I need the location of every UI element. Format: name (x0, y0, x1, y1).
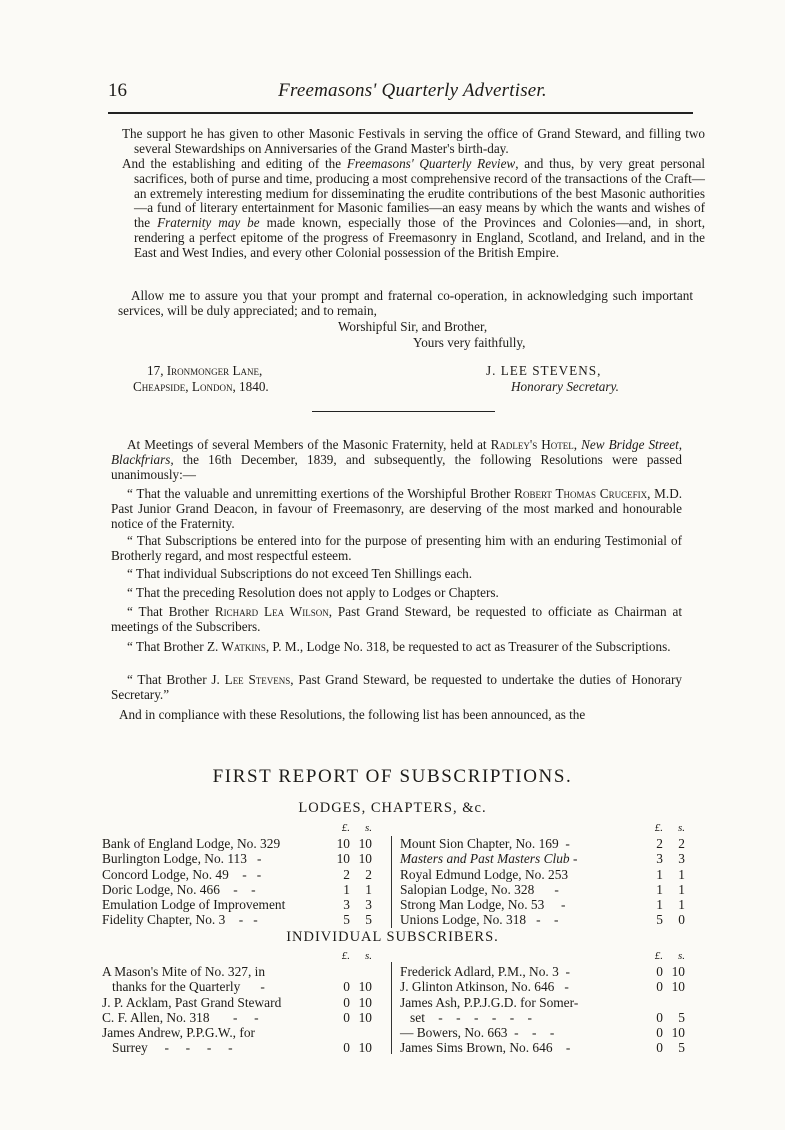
table-row: Burlington Lodge, No. 113 - 10 10 (102, 851, 372, 867)
letter-address-line1: 17, Ironmonger Lane, (147, 363, 263, 378)
table-row: thanks for the Quarterly - 0 10 (102, 979, 372, 995)
meeting-intro: At Meetings of several Members of the Masonic Fraternity, held at Radley's Hotel, New Bridge Street, Blackfriars, the 16th December, 1839, and subsequently, the following Resolutions were passed unanimously:— (111, 437, 683, 482)
table-row: Fidelity Chapter, No. 3 - - 5 5 (102, 912, 372, 928)
table-row: C. F. Allen, No. 318 - - 0 10 (102, 1009, 372, 1025)
letter-signer: J. LEE STEVENS, (486, 363, 602, 378)
lodges-heading: LODGES, CHAPTERS, &c. (298, 800, 487, 816)
table-row: Concord Lodge, No. 49 - - 2 2 (102, 866, 372, 882)
resolution-4: “ That the preceding Resolution does not apply to Lodges or Chapters. (127, 585, 499, 600)
table-row: Frederick Adlard, P.M., No. 3 - 0 10 (400, 964, 685, 980)
table-row: Salopian Lodge, No. 328 - 1 1 (400, 881, 685, 897)
lodges-right-table: £. s. Mount Sion Chapter, No. 169 - 2 2 Masters and Past Masters Club - 3 3 Royal Edmund Lodge, No. 253 1 1 Salopian Lodge, No. 328 - 1 1 Strong Man Lodge, No. 53 - 1 1 Unions Lodge, No. 318 - - 5 0 (400, 822, 685, 928)
letter-paragraph-assurance: Allow me to assure you that your prompt and fraternal co-operation, in acknowledging such important services, will be duly appreciated; and to remain, (118, 288, 693, 318)
resolution-7: “ That Brother J. Lee Stevens, Past Grand Steward, be requested to undertake the duties of Honorary Secretary.” (111, 672, 682, 702)
table-row: Masters and Past Masters Club - 3 3 (400, 851, 685, 867)
column-divider (391, 836, 392, 928)
table-row: A Mason's Mite of No. 327, in (102, 964, 266, 980)
page-number: 16 (108, 80, 127, 101)
header-rule (108, 112, 693, 114)
table-row: set - - - - - - 0 5 (400, 1009, 685, 1025)
table-row: Doric Lodge, No. 466 - - 1 1 (102, 881, 372, 897)
resolution-1: “ That the valuable and unremitting exertions of the Worshipful Brother Robert Thomas Crucefix, M.D. Past Junior Grand Deacon, in favour of Freemasonry, are deserving of the most marked and honourable notice of the Fraternity. (111, 486, 683, 531)
resolution-2: “ That Subscriptions be entered into for the purpose of presenting him with an enduring Testimonial of Brotherly regard, and most respectful esteem. (111, 533, 682, 563)
table-row: Royal Edmund Lodge, No. 253 1 1 (400, 866, 685, 882)
individual-heading: INDIVIDUAL SUBSCRIBERS. (286, 929, 499, 945)
review-title: Freemasons' Quarterly Review (346, 156, 516, 171)
letter-closing-valediction: Yours very faithfully, (413, 335, 526, 350)
table-row: Strong Man Lodge, No. 53 - 1 1 (400, 897, 685, 913)
table-row: Surrey - - - - 0 10 (102, 1040, 372, 1056)
individual-left-table: £. s. A Mason's Mite of No. 327, in thanks for the Quarterly - 0 10 J. P. Acklam, Past Grand Steward 0 10 C. F. Allen, No. 318 - - 0 10 James Andrew, P.P.G.W., for Surrey - - - - 0 10 (102, 950, 372, 1056)
table-row: Mount Sion Chapter, No. 169 - 2 2 (400, 836, 685, 852)
running-title: Freemasons' Quarterly Advertiser. (278, 80, 547, 101)
individual-right-table: £. s. Frederick Adlard, P.M., No. 3 - 0 10 J. Glinton Atkinson, No. 646 - 0 10 James Ash, P.P.J.G.D. for Somer- set - - - - - - 0 5 — Bowers, No. 663 - - - 0 10 James Sims Brown, No. 646 - 0 5 (400, 950, 685, 1056)
section-separator (312, 411, 495, 412)
table-row: J. Glinton Atkinson, No. 646 - 0 10 (400, 979, 685, 995)
compliance-line: And in compliance with these Resolutions, the following list has been announced, as the (119, 707, 586, 722)
letter-address-line2: Cheapside, London, 1840. (133, 379, 269, 394)
column-divider (391, 962, 392, 1054)
table-row: James Sims Brown, No. 646 - 0 5 (400, 1040, 685, 1056)
report-title: FIRST REPORT OF SUBSCRIPTIONS. (212, 766, 573, 787)
letter-paragraph-festivals: The support he has given to other Masonic Festivals in serving the office of Grand Steward, and filling two several Stewardships on Anniversaries of the Grand Master's birth-day. (122, 126, 705, 156)
resolution-3: “ That individual Subscriptions do not exceed Ten Shillings each. (127, 566, 473, 581)
table-row: J. P. Acklam, Past Grand Steward 0 10 (102, 994, 372, 1010)
resolution-5: “ That Brother Richard Lea Wilson, Past Grand Steward, be requested to officiate as Chairman at meetings of the Subscribers. (111, 604, 682, 634)
lodges-left-table: £. s. Bank of England Lodge, No. 329 10 10 Burlington Lodge, No. 113 - 10 10 Concord Lodge, No. 49 - - 2 2 Doric Lodge, No. 466 - - 1 1 Emulation Lodge of Improvement 3 3 Fidelity Chapter, No. 3 - - 5 5 (102, 822, 372, 928)
table-row: James Andrew, P.P.G.W., for (102, 1025, 255, 1041)
table-row: Bank of England Lodge, No. 329 10 10 (102, 836, 372, 852)
resolution-6: “ That Brother Z. Watkins, P. M., Lodge No. 318, be requested to act as Treasurer of the Subscriptions. (127, 639, 671, 654)
table-row: Emulation Lodge of Improvement 3 3 (102, 897, 372, 913)
table-row: James Ash, P.P.J.G.D. for Somer- (400, 994, 579, 1010)
table-row: — Bowers, No. 663 - - - 0 10 (400, 1025, 685, 1041)
table-row: Unions Lodge, No. 318 - - 5 0 (400, 912, 685, 928)
letter-closing-salutation: Worshipful Sir, and Brother, (338, 319, 488, 334)
letter-signer-title: Honorary Secretary. (511, 379, 619, 394)
letter-paragraph-review: And the establishing and editing of the Freemasons' Quarterly Review, and thus, by very great personal sacrifices, both of purse and time, producing a most comprehensive record of the transactions of the Craft—an extremely interesting medium for disseminating the erudite contributions of the best Masonic authorities—a fund of literary entertainment for Masonic families—an easy means by which the wants and wishes of the Fraternity may be made known, especially those of the Provinces and Colonies—and, in short, rendering a perfect epitome of the progress of Freemasonry in England, Scotland, and Ireland, and in the East and West Indies, and every other Colonial possession of the British Empire. (122, 156, 705, 260)
